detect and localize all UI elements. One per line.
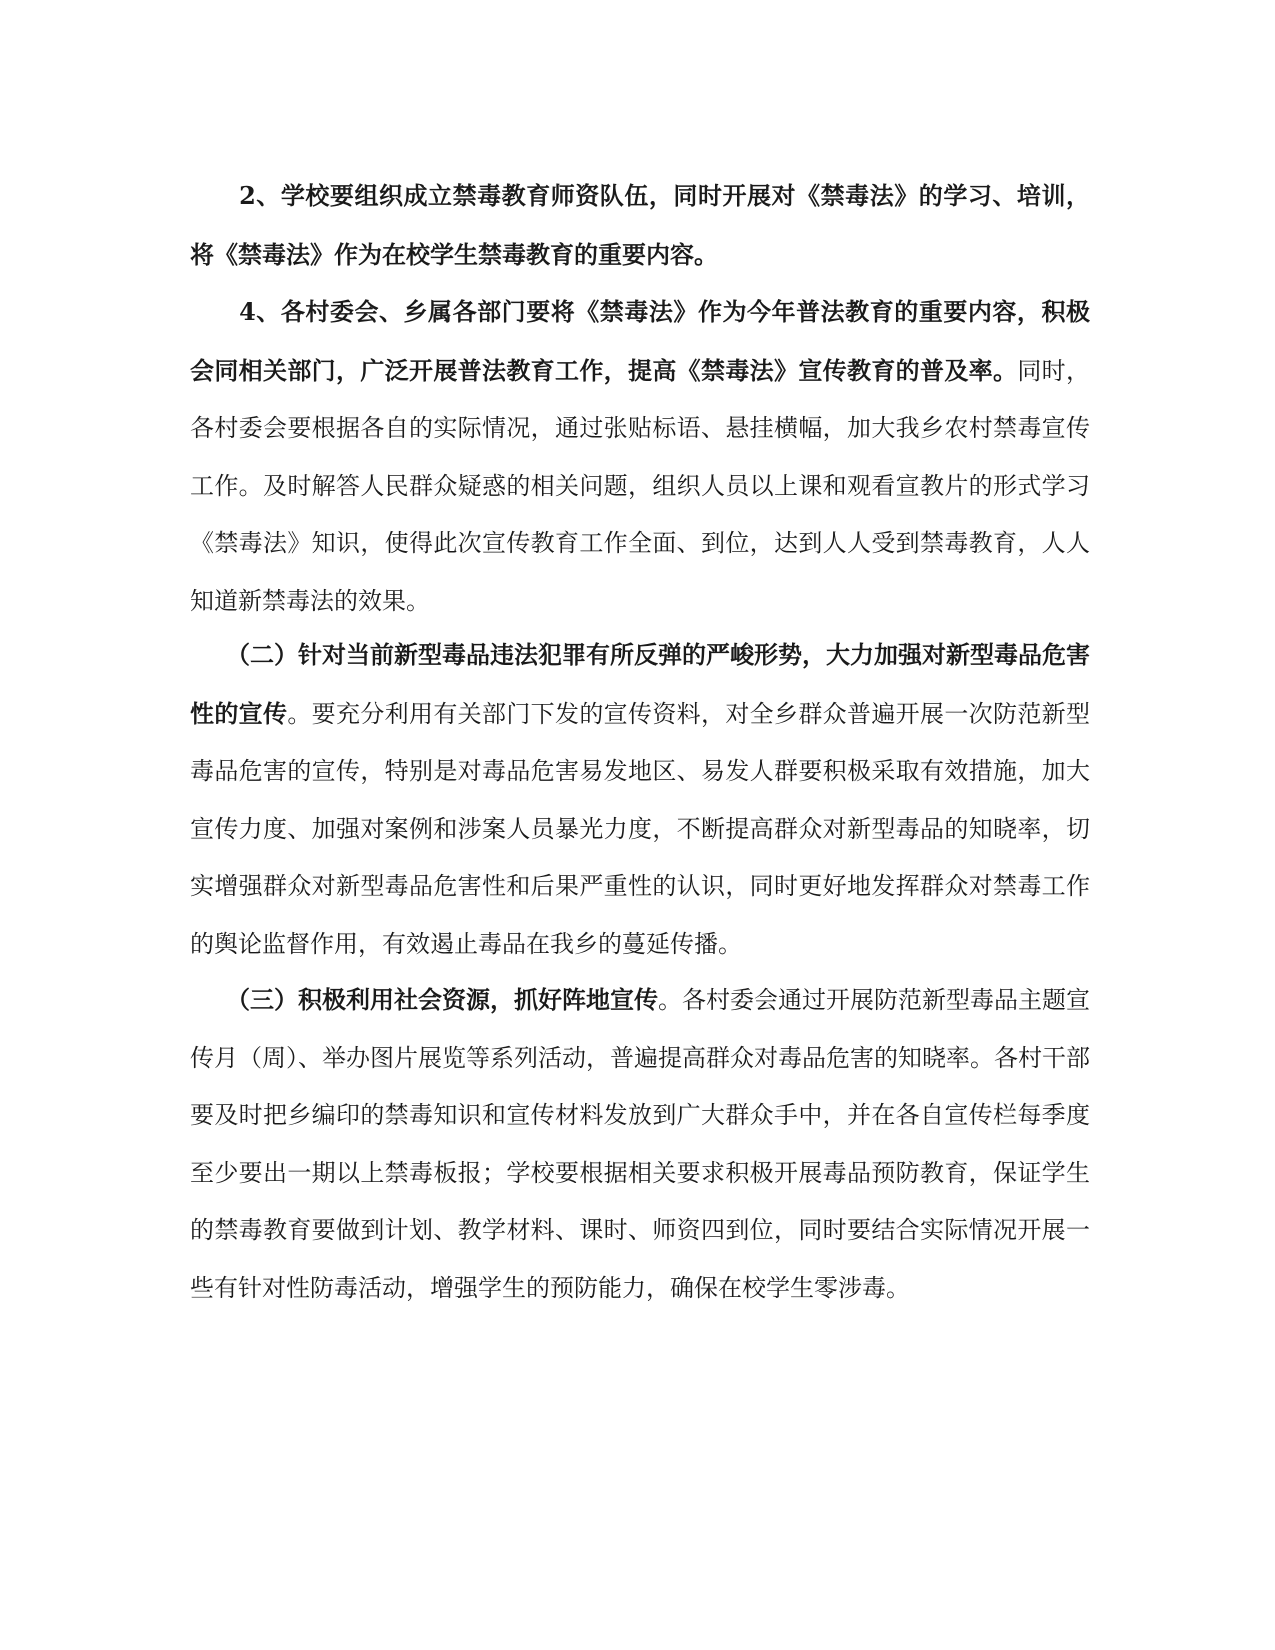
paragraph-bold-text: 4、各村委会、乡属各部门要将《禁毒法》作为今年普法教育的重要内容，积极会同相关部门，广泛开展普法教育工作，提高《禁毒法》宣传教育的普及率。: [190, 297, 1090, 385]
paragraph-legal-education: [190, 283, 1090, 630]
paragraph-bold-text: 2、学校要组织成立禁毒教育师资队伍，同时开展对《禁毒法》的学习、培训，将《禁毒法》作为在校学生禁毒教育的重要内容。: [190, 181, 1090, 269]
paragraph-text: 同时，各村委会要根据各自的实际情况，通过张贴标语、悬挂横幅，加大我乡农村禁毒宣传工作。及时解答人民群众疑惑的相关问题，组织人员以上课和观看宣教片的形式学习《禁毒法》知识，使得此次宣传教育工作全面、到位，达到人人受到禁毒教育，人人知道新禁毒法的效果。: [190, 356, 1091, 615]
paragraph-text: 。要充分利用有关部门下发的宣传资料，对全乡群众普遍开展一次防范新型毒品危害的宣传，特别是对毒品危害易发地区、易发人群要积极采取有效措施，加大宣传力度、加强对案例和涉案人员暴光力度，不断提高群众对新型毒品的知晓率，切实增强群众对新型毒品危害性和后果严重性的认识，同时更好地发挥群众对禁毒工作的舆论监督作用，有效遏止毒品在我乡的蔓延传播。: [190, 699, 1091, 958]
paragraph-text: 。各村委会通过开展防范新型毒品主题宣传月（周）、举办图片展览等系列活动，普遍提高群众对毒品危害的知晓率。各村干部要及时把乡编印的禁毒知识和宣传材料发放到广大群众手中，并在各自宣传栏每季度至少要出一期以上禁毒板报；学校要根据相关要求积极开展毒品预防教育，保证学生的禁毒教育要做到计划、教学材料、课时、师资四到位，同时要结合实际情况开展一些有针对性防毒活动，增强学生的预防能力，确保在校学生零涉毒。: [190, 986, 1090, 1302]
paragraph-teacher-training: [190, 167, 1090, 284]
paragraph-bold-text: （二）针对当前新型毒品违法犯罪有所反弹的严峻形势，大力加强对新型毒品危害性的宣传: [190, 640, 1090, 728]
paragraph-new-drug-awareness: [190, 626, 1090, 973]
paragraph-bold-text: （三）积极利用社会资源，抓好阵地宣传: [190, 985, 658, 1014]
paragraph-social-resources: [190, 971, 1090, 1317]
